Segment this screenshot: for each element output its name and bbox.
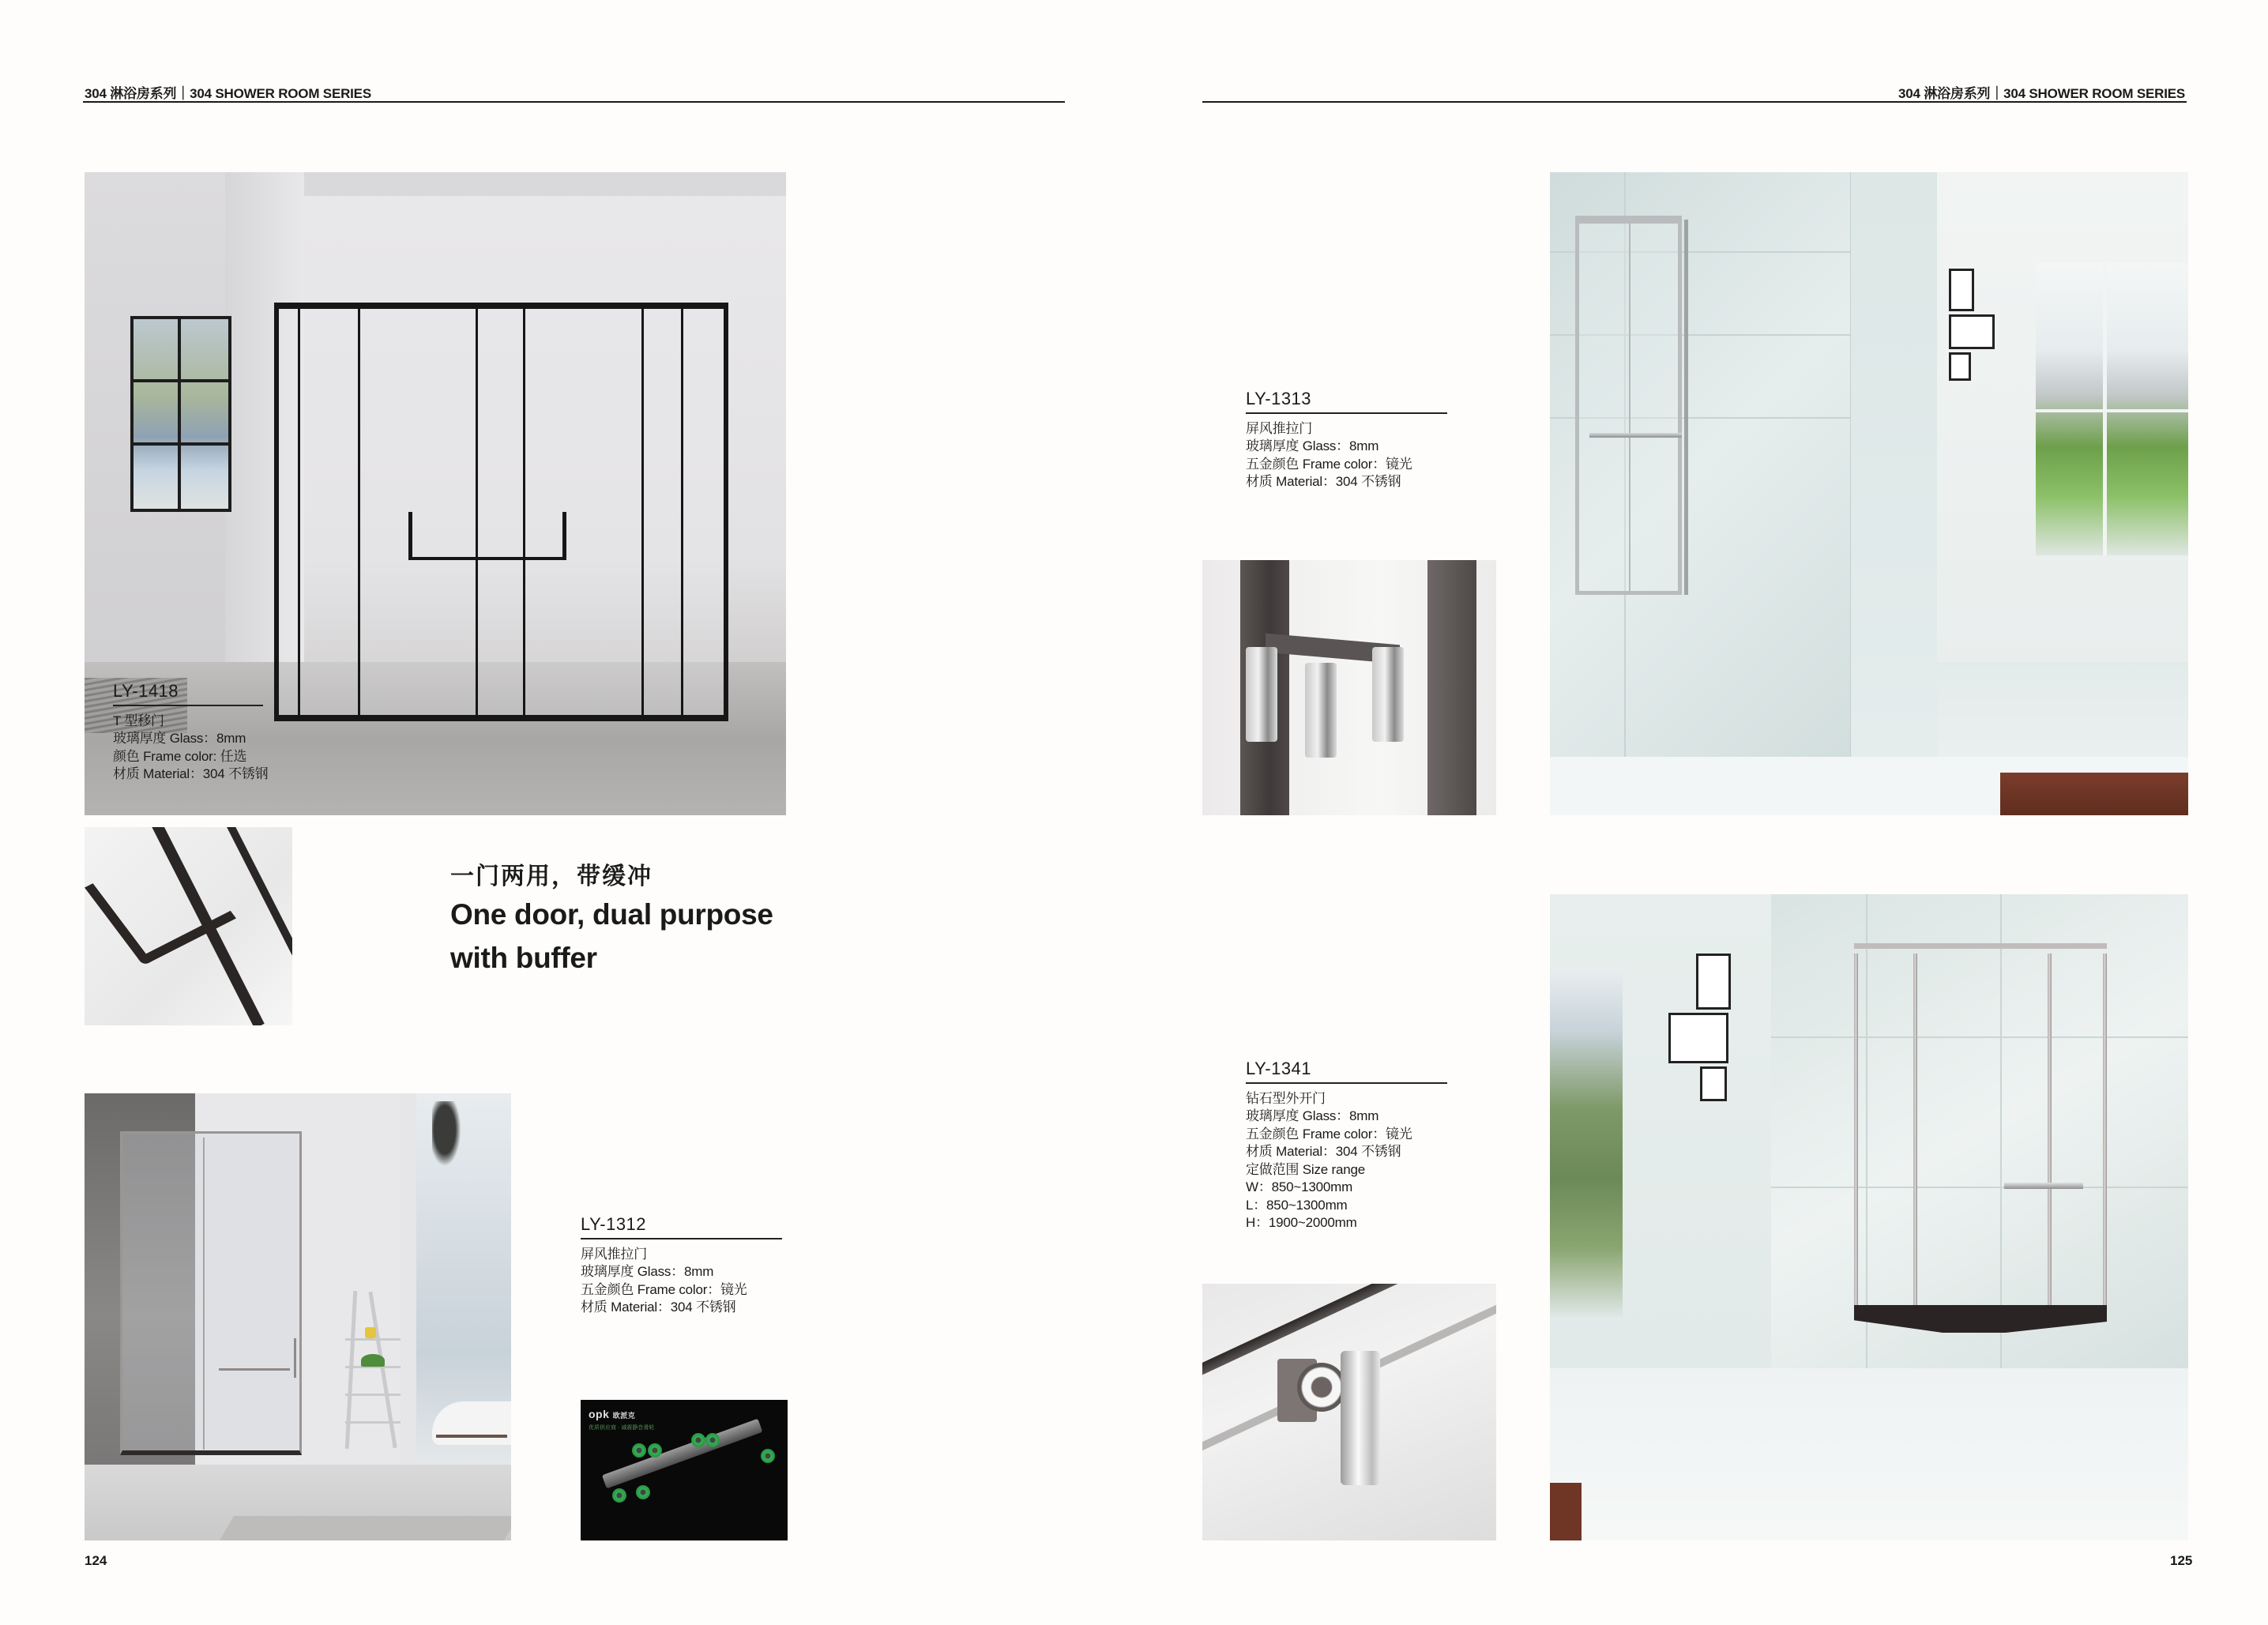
frame-bar [298,303,300,721]
spec-block-ly-1313 [1246,389,1467,491]
green-roller-icon [691,1433,705,1447]
chrome-plate [1341,1351,1380,1485]
wooden-furniture [1550,1483,1582,1540]
frame-bar [358,303,360,721]
spec-line: 玻璃厚度 Glass：8mm [581,1264,714,1279]
spec-line: T 型移门 [113,713,164,728]
rug [220,1516,511,1540]
green-roller-icon [636,1485,650,1499]
spec-line: 屏风推拉门 [1246,420,1312,436]
spec-line: 玻璃厚度 Glass：8mm [113,731,246,746]
spec-line: 玻璃厚度 Glass：8mm [1246,438,1379,453]
roller-clip [1246,647,1277,742]
spec-line: 颜色 Frame color: 任选 [113,748,247,764]
green-roller-icon [705,1433,720,1447]
wall-picture [1700,1066,1727,1101]
door-handle [408,512,412,559]
frame-post [1913,954,1917,1317]
roller-clip [1372,647,1404,742]
spec-block-ly-1312 [581,1214,802,1317]
towel-bar [219,1368,290,1371]
spec-line: 玻璃厚度 Glass：8mm [1246,1108,1379,1123]
page-number-left: 124 [85,1553,107,1568]
frame-post [1684,220,1688,595]
handle-detail-photo [85,827,292,1025]
frame-rail [223,827,292,1025]
wall-picture [1668,1013,1728,1063]
door-divider [203,1138,205,1450]
window-transom [130,442,231,446]
bottle [365,1327,376,1338]
page-number-right: 125 [2170,1553,2193,1568]
product-photo-ly-1341 [1550,894,2188,1540]
frame-top [1854,943,2107,949]
model-number: LY-1418 [113,681,179,701]
model-number: LY-1313 [1246,389,1312,408]
spec-line: 材质 Material：304 不锈钢 [1246,474,1401,489]
door-handle [408,557,566,560]
shelf [345,1338,401,1341]
opk-slogan: 优质供应商 · 减震静音滑轮 [589,1425,655,1431]
green-roller-icon [761,1449,775,1463]
tile-wall [1771,894,2188,1368]
spec-rule [113,705,263,706]
spec-line: L：850~1300mm [1246,1197,1348,1213]
wall-picture [1949,269,1974,311]
spec-line: W：850~1300mm [1246,1179,1353,1194]
wall-picture [1696,954,1731,1010]
tagline-english-line1: One door, dual purpose [450,898,773,931]
ceiling [304,172,786,196]
spec-rule [581,1238,782,1239]
spec-block-ly-1418 [113,681,269,784]
window [1550,969,1623,1317]
spec-line: 钻石型外开门 [1246,1090,1326,1106]
roller-wheel [1297,1363,1346,1412]
wall-picture [1949,314,1995,349]
spec-line: 五金颜色 Frame color：镜光 [1246,1126,1412,1142]
spec-line: 定做范围 Size range [1246,1161,1365,1177]
shelf [345,1394,401,1396]
shelf [345,1421,401,1424]
wall-picture [1949,352,1971,381]
right-header-rule [1202,101,2187,103]
spec-rule [1246,1082,1447,1084]
left-running-header: 304 淋浴房系列｜304 SHOWER ROOM SERIES [85,86,371,101]
product-photo-ly-1312 [85,1093,511,1540]
door-handle [2004,1183,2083,1189]
frame-post [1427,560,1476,815]
bathtub [432,1401,511,1445]
frame-bar [523,303,525,721]
left-header-rule [83,101,1065,103]
towel-bar [1589,433,1637,438]
frame-post [2103,954,2107,1317]
hinge-hardware-photo-ly-1341 [1202,1284,1496,1540]
spec-line: 材质 Material：304 不锈钢 [1246,1144,1401,1159]
door-divider [1629,224,1630,591]
roller-hardware-photo-ly-1313 [1202,560,1496,815]
spec-line: 材质 Material：304 不锈钢 [581,1300,736,1315]
window-transom [2036,409,2188,412]
model-number: LY-1341 [1246,1059,1312,1078]
plant [361,1354,385,1367]
spec-block-ly-1341 [1246,1059,1467,1232]
frame-bar [641,303,644,721]
right-running-header: 304 淋浴房系列｜304 SHOWER ROOM SERIES [1898,86,2185,101]
opk-logo: opk 欧派克 [589,1408,636,1420]
wooden-table [2000,773,2188,815]
black-shower-frame [274,303,728,721]
door-handle [294,1338,296,1378]
stool [436,1435,507,1438]
frame-bar [476,303,478,721]
frame-post [1854,954,1858,1317]
spec-line: 屏风推拉门 [581,1246,647,1262]
towel-bar [1634,433,1682,438]
model-number: LY-1312 [581,1214,647,1234]
green-roller-icon [612,1488,626,1503]
floor [1550,1368,2188,1540]
tagline-chinese: 一门两用，带缓冲 [450,863,653,890]
frame-bar [681,303,683,721]
green-roller-icon [632,1443,646,1458]
spec-line: H：1900~2000mm [1246,1215,1357,1230]
product-photo-ly-1313 [1550,172,2188,815]
spec-line: 五金颜色 Frame color：镜光 [581,1281,747,1297]
window-transom [130,379,231,382]
spec-line: 五金颜色 Frame color：镜光 [1246,456,1412,472]
opk-hardware-photo [581,1400,788,1540]
door-handle [562,512,566,559]
roller-clip [1305,663,1337,758]
palm-tree [432,1101,464,1172]
window-mullion [178,316,181,512]
frame-post [2048,954,2052,1317]
green-roller-icon [648,1443,662,1458]
tagline-english-line2: with buffer [450,942,597,974]
tile-wall [1850,172,1938,757]
spec-line: 材质 Material：304 不锈钢 [113,766,269,781]
spec-rule [1246,412,1447,414]
window [130,316,231,512]
sliding-shower-door [120,1131,302,1455]
